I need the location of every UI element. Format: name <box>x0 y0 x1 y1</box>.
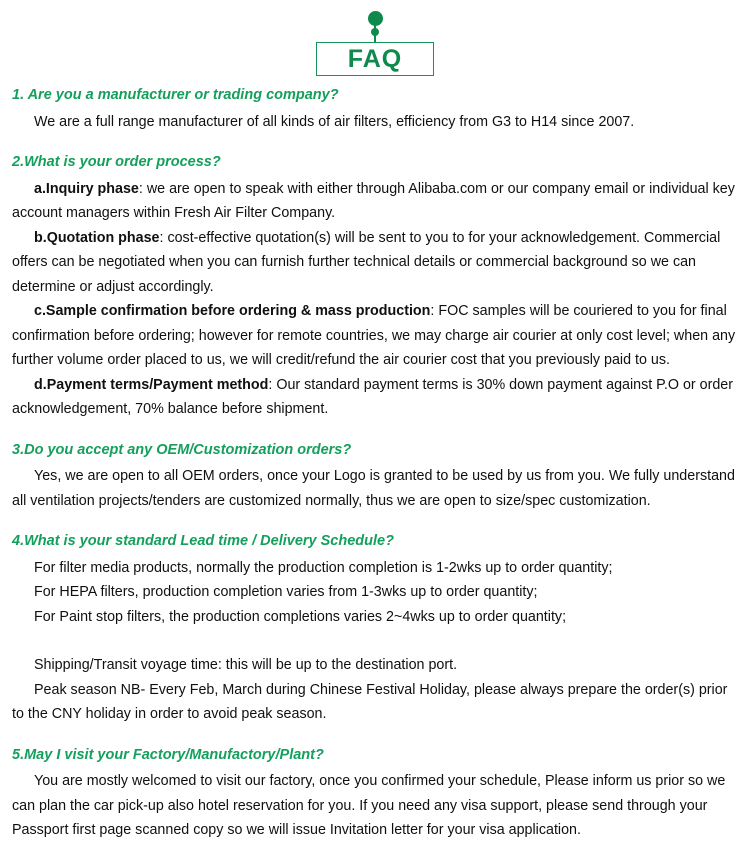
faq-answer-4-line-2: For HEPA filters, production completion varies from 1-3wks up to order quantity; <box>34 584 538 600</box>
faq-answer-3-paragraph-1: Yes, we are open to all OEM orders, once your Logo is granted to be used by us from you. We fully understand all ventilation projects/tenders are customized normally, thus we are open to size/spec customization. <box>12 468 735 509</box>
faq-answer-2-paragraph-c <box>12 299 740 373</box>
faq-answer-2-text-c: : FOC samples will be couriered to you for final confirmation before ordering; however for remote countries, we may charge air courier at only cost level; when any further volume order placed to us, we will credit/refund the air courier cost that you previously paid to us. <box>12 303 736 368</box>
faq-answer-2-text-d: : Our standard payment terms is 30% down payment against P.O or order acknowledgement, 70% balance before shipment. <box>12 376 734 417</box>
faq-question-1-heading: 1. Are you a manufacturer or trading company? <box>12 87 339 103</box>
faq-question-5-heading: 5.May I visit your Factory/Manufactory/Plant? <box>12 746 324 763</box>
faq-answer-1-paragraph-1: We are a full range manufacturer of all kinds of air filters, efficiency from G3 to H14 since 2007. <box>34 113 635 130</box>
faq-answer-2-paragraph-b <box>12 226 740 300</box>
faq-answer-4-blank-line <box>12 629 740 653</box>
circle-small-icon <box>371 28 379 36</box>
page-title: FAQ <box>347 44 403 73</box>
faq-answer-2-label-a: a.Inquiry phase <box>34 180 139 197</box>
faq-question-4-heading: 4.What is your standard Lead time / Delivery Schedule? <box>12 533 394 549</box>
faq-answer-2-paragraph-d <box>12 373 740 422</box>
faq-answer-4-shipping-line: Shipping/Transit voyage time: this will be up to the destination port. <box>34 657 458 673</box>
faq-header <box>0 0 750 88</box>
faq-answer-2-text-b: : cost-effective quotation(s) will be sent to you to for your acknowledgement. Commercial offers can be negotiated when you can furnish further technical details or commercial background so we can determine or adjust accordingly. <box>12 229 721 295</box>
faq-content <box>0 88 750 843</box>
header-decoration <box>0 0 750 44</box>
faq-answer-2-label-c: c.Sample confirmation before ordering & mass production <box>34 303 431 319</box>
faq-question-2-heading: 2.What is your order process? <box>12 154 221 170</box>
faq-question-3-heading: 3.Do you accept any OEM/Customization orders? <box>12 441 352 458</box>
faq-answer-5-paragraph-1: You are mostly welcomed to visit our factory, once you confirmed your schedule, Please inform us prior so we can plan the car pick-up also hotel reservation for you. If you need any visa support, please send through your Passport first page scanned copy so we will issue Invitation letter for your visa application. <box>12 773 726 838</box>
faq-answer-2-label-b: b.Quotation phase <box>34 229 160 246</box>
faq-answer-4-line-3: For Paint stop filters, the production completions varies 2~4wks up to order quantity; <box>34 608 567 625</box>
faq-answer-4-paragraph-peak-season: Peak season NB- Every Feb, March during Chinese Festival Holiday, please always prepare the order(s) prior to the CNY holiday in order to avoid peak season. <box>12 681 728 722</box>
faq-answer-4-line-1: For filter media products, normally the production completion is 1-2wks up to order quantity; <box>34 559 613 576</box>
faq-title-box <box>316 42 434 76</box>
faq-answer-2-label-d: d.Payment terms/Payment method <box>34 376 269 393</box>
faq-answer-2-paragraph-a <box>12 177 740 226</box>
faq-answer-2-text-a: : we are open to speak with either through Alibaba.com or our company email or individual key account managers within Fresh Air Filter Company. <box>12 180 735 221</box>
